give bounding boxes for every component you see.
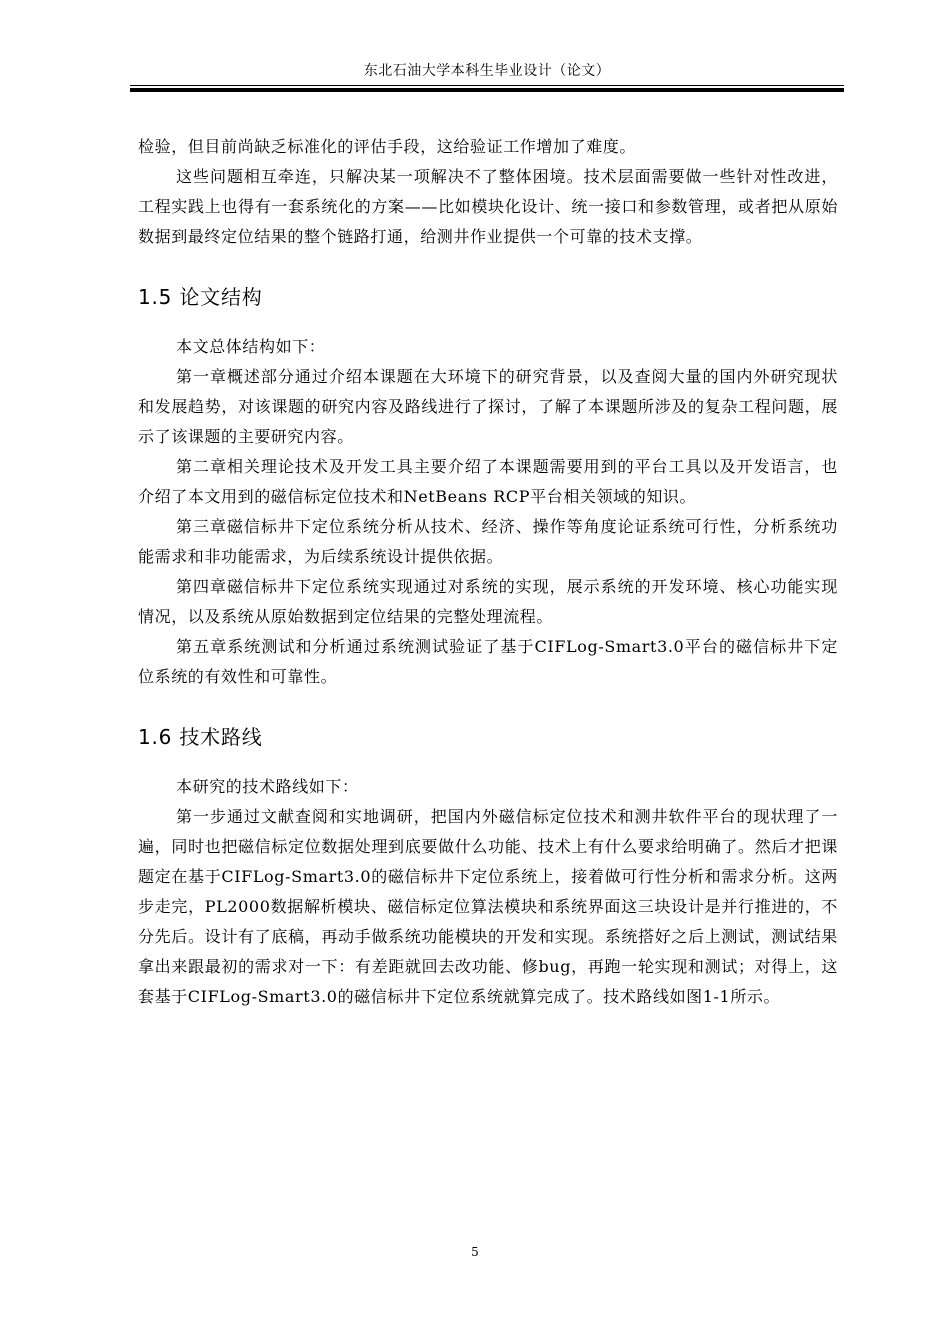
section-heading-1-5: 1.5 论文结构 (138, 285, 263, 309)
header-rule-thick (130, 88, 844, 92)
paragraph-chapter-4: 第四章磁信标井下定位系统实现通过对系统的实现，展示系统的开发环境、核心功能实现情况，以及系统从原始数据到定位结果的完整处理流程。 (138, 577, 838, 626)
page-number: 5 (471, 1245, 479, 1259)
paragraph-continuation: 检验，但目前尚缺乏标准化的评估手段，这给验证工作增加了难度。 (138, 137, 637, 156)
paragraph-route-intro: 本研究的技术路线如下： (176, 777, 359, 796)
paragraph-chapter-5: 第五章系统测试和分析通过系统测试验证了基于CIFLog-Smart3.0平台的磁信标井下定位系统的有效性和可靠性。 (138, 637, 838, 686)
paragraph-chapter-2: 第二章相关理论技术及开发工具主要介绍了本课题需要用到的平台工具以及开发语言，也介绍了本文用到的磁信标定位技术和NetBeans RCP平台相关领域的知识。 (138, 457, 838, 506)
paragraph-route-steps: 第一步通过文献查阅和实地调研，把国内外磁信标定位技术和测井软件平台的现状理了一遍，同时也把磁信标定位数据处理到底要做什么功能、技术上有什么要求给明确了。然后才把课题定在基于CIFLog-Smart3.0的磁信标井下定位系统上，接着做可行性分析和需求分析。这两步走完，PL2000数据解析模块、磁信标定位算法模块和系统界面这三块设计是并行推进的，不分先后。设计有了底稿，再动手做系统功能模块的开发和实现。系统搭好之后上测试，测试结果拿出来跟最初的需求对一下：有差距就回去改功能、修bug，再跑一轮实现和测试；对得上，这套基于CIFLog-Smart3.0的磁信标井下定位系统就算完成了。技术路线如图1-1所示。 (138, 807, 838, 1006)
paragraph-chapter-1: 第一章概述部分通过介绍本课题在大环境下的研究背景，以及查阅大量的国内外研究现状和发展趋势，对该课题的研究内容及路线进行了探讨，了解了本课题所涉及的复杂工程问题，展示了该课题的主要研究内容。 (138, 367, 838, 446)
paragraph-chapter-3: 第三章磁信标井下定位系统分析从技术、经济、操作等角度论证系统可行性，分析系统功能需求和非功能需求，为后续系统设计提供依据。 (138, 517, 838, 566)
paragraph-structure-intro: 本文总体结构如下： (176, 337, 326, 356)
paragraph-problems: 这些问题相互牵连，只解决某一项解决不了整体困境。技术层面需要做一些针对性改进，工程实践上也得有一套系统化的方案——比如模块化设计、统一接口和参数管理，或者把从原始数据到最终定位结果的整个链路打通，给测井作业提供一个可靠的技术支撑。 (138, 167, 838, 246)
section-heading-1-6: 1.6 技术路线 (138, 725, 263, 749)
page-body (138, 132, 838, 1012)
header-rule-thin (130, 85, 844, 86)
running-header: 东北石油大学本科生毕业设计（论文） (363, 63, 611, 79)
